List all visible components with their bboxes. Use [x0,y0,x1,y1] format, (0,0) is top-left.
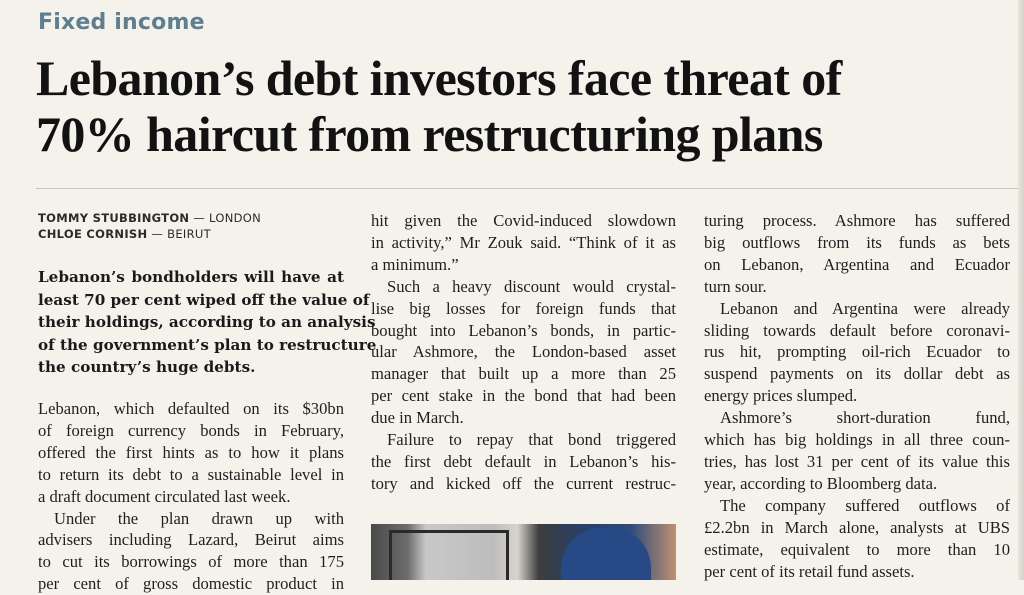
article-photo [371,524,676,580]
body-line: ular Ashmore, the London-based asset [371,342,676,362]
body-line: Lebanon and Argentina were already [720,298,1010,318]
body-line: lise big losses for foreign funds that [371,298,676,318]
byline [38,210,344,242]
body-line: on Lebanon, Argentina and Ecuador [704,254,1010,274]
standfirst-line: least 70 per cent wiped off the value of [38,290,370,309]
standfirst-line: of the government’s plan to restructure [38,335,377,354]
body-line: turing process. Ashmore has suffered [704,211,1010,230]
headline [36,50,996,162]
body-line: Such a heavy discount would crystal- [387,276,676,296]
standfirst [38,266,377,379]
byline-location-2: — BEIRUT [151,227,211,241]
body-line: Failure to repay that bond triggered [387,430,676,450]
headline-line-2: 70% haircut from restructuring plans [36,106,823,162]
body-line: offered the first hints as to how it plans [38,442,344,462]
body-line: a minimum.” [371,254,459,274]
body-line: tries, has lost 31 per cent of its value this [704,451,1010,471]
body-line: in activity,” Mr Zouk said. “Think of it as [371,232,676,252]
body-line: due in March. [371,408,464,428]
byline-location-1: — LONDON [193,211,262,225]
article-column-1 [38,210,377,595]
body-line: £2.2bn in March alone, analysts at UBS [704,517,1010,537]
body-line: year, according to Bloomberg data. [704,473,938,493]
article-column-3 [704,210,1010,582]
body-line: the first debt default in Lebanon’s his- [371,451,676,471]
body-line: per cent stake in the bond that had been [371,386,676,406]
standfirst-line: the country’s huge debts. [38,358,256,377]
section-label: Fixed income [38,10,205,35]
body-line: Lebanon, which defaulted on its $30bn [38,398,344,418]
body-line: to return its debt to a sustainable level in [38,464,344,484]
body-line: per cent of its retail fund assets. [704,561,915,581]
byline-author-2: CHLOE CORNISH [38,227,148,241]
standfirst-line: their holdings, according to an analysis [38,313,376,332]
body-line: sliding towards default before coronavi- [704,320,1010,340]
body-line: which has big holdings in all three coun- [704,430,1010,450]
body-line: suspend payments on its dollar debt as [704,364,1010,384]
page-edge [1018,0,1024,580]
body-line: bought into Lebanon’s bonds, in partic- [371,320,676,340]
headline-divider [36,188,1024,189]
body-line: The company suffered outflows of [720,495,1010,515]
body-line: rus hit, prompting oil-rich Ecuador to [704,342,1010,362]
standfirst-line: Lebanon’s bondholders will have at [38,268,344,286]
photo-frame-detail [389,530,509,580]
body-line: turn sour. [704,276,767,296]
body-line: to cut its borrowings of more than 175 [38,552,344,572]
byline-author-1: TOMMY STUBBINGTON [38,211,190,225]
article-column-2 [371,210,676,495]
body-line: Ashmore’s short-duration fund, [720,408,1010,428]
body-line: Under the plan drawn up with [54,508,344,528]
byline-row-2 [38,226,344,242]
body-line: estimate, equivalent to more than 10 [704,539,1010,559]
body-line: big outflows from its funds as bets [704,232,1010,252]
body-line: energy prices slumped. [704,386,858,406]
body-line: tory and kicked off the current restruc- [371,473,676,493]
body-line: hit given the Covid-induced slowdown [371,211,676,230]
headline-line-1: Lebanon’s debt investors face threat of [36,50,842,106]
photo-figure-detail [561,528,651,580]
body-line: manager that built up a more than 25 [371,364,676,384]
byline-row-1 [38,210,344,226]
body-line: advisers including Lazard, Beirut aims [38,530,344,550]
body-line: a draft document circulated last week. [38,486,291,506]
body-line: per cent of gross domestic product in [38,574,344,594]
col1-body [38,398,344,595]
body-line: of foreign currency bonds in February, [38,420,344,440]
